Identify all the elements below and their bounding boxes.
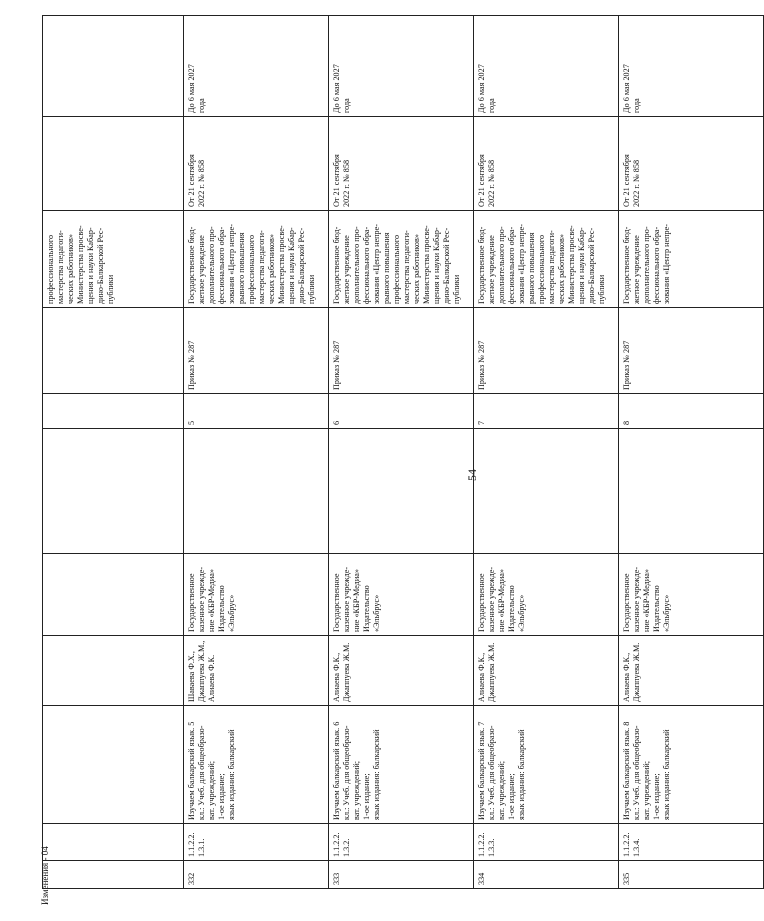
row-code: 1.1.2.2. 1.3.1.	[184, 824, 329, 861]
organization-cell: профессионального мастерства педагоги- ческих работников» Министерства просве- щения и науки Кабар- дино-Балкарской Рес- публики	[43, 211, 184, 308]
row-number: 332	[184, 861, 329, 889]
validity-deadline: До 6 мая 2027 года	[474, 16, 619, 117]
textbook-registry-table	[42, 15, 764, 889]
order-reference: Приказ № 287	[619, 308, 764, 394]
validity-deadline: До 6 мая 2027 года	[329, 16, 474, 117]
empty-cell	[474, 429, 619, 554]
row-code: 1.1.2.2. 1.3.4.	[619, 824, 764, 861]
sequence-number: 8	[619, 394, 764, 429]
table-row-continuation	[43, 16, 184, 889]
order-date: От 21 сентября 2022 г. № 858	[329, 117, 474, 211]
organization-cell: Государственное бюд- жетное учреждение дополнительного про- фессионального обра- зования «Центр непре- рывного повышения профессионального мастерства педагоги- ческих работников» Министерства просве- щения и науки Кабар- дино-Балкарской Рес- публики	[329, 211, 474, 308]
order-date: От 21 сентября 2022 г. № 858	[619, 117, 764, 211]
row-number: 334	[474, 861, 619, 889]
table-row	[329, 16, 474, 889]
textbook-title: Изучаем балкарский язык. 7 кл.: Учеб. для общеобразо- ват. учреждений; 1-ое издание; язык издания: балкарский	[474, 706, 619, 824]
publisher: Государственное казенное учрежде- ние «КБР-Медиа» Издательство «Эльбрус»	[329, 554, 474, 636]
footer-revision-note: Изменения - 04	[40, 846, 50, 905]
sequence-number: 7	[474, 394, 619, 429]
table-row	[474, 16, 619, 889]
table-row	[184, 16, 329, 889]
textbook-title: Изучаем балкарский язык. 6 кл.: Учеб. для общеобразо- ват. учреждений; 1-ое издание; язык издания: балкарский	[329, 706, 474, 824]
textbook-title: Изучаем балкарский язык. 5 кл.: Учеб. для общеобразо- ват. учреждений; 1-ое издание; язык издания: балкарский	[184, 706, 329, 824]
page-number: 54	[465, 469, 479, 481]
row-number: 333	[329, 861, 474, 889]
organization-cell: Государственное бюд- жетное учреждение дополнительного про- фессионального обра- зования «Центр непре-	[619, 211, 764, 308]
organization-cell: Государственное бюд- жетное учреждение дополнительного про- фессионального обра- зования «Центр непре- рывного повышения профессионального мастерства педагоги- ческих работников» Министерства просве- щения и науки Кабар- дино-Балкарской Рес- публики	[184, 211, 329, 308]
empty-cell	[329, 429, 474, 554]
organization-cell: Государственное бюд- жетное учреждение дополнительного про- фессионального обра- зования «Центр непре- рывного повышения профессионального мастерства педагоги- ческих работников» Министерства просве- щения и науки Кабар- дино-Балкарской Рес- публики	[474, 211, 619, 308]
textbook-title: Изучаем балкарский язык. 8 кл.: Учеб. для общеобразо- ват. учреждений; 1-ое издание; язык издания: балкарский	[619, 706, 764, 824]
order-date: От 21 сентября 2022 г. № 858	[474, 117, 619, 211]
sequence-number: 5	[184, 394, 329, 429]
row-number: 335	[619, 861, 764, 889]
validity-deadline: До 6 мая 2027 года	[619, 16, 764, 117]
order-reference: Приказ № 287	[184, 308, 329, 394]
authors: Алиаева Ф.К., Джаппуева Ж.М.	[329, 636, 474, 706]
publisher: Государственное казенное учрежде- ние «КБР-Медиа» Издательство «Эльбрус»	[619, 554, 764, 636]
order-reference: Приказ № 287	[329, 308, 474, 394]
publisher: Государственное казенное учрежде- ние «КБР-Медиа» Издательство «Эльбрус»	[184, 554, 329, 636]
sequence-number: 6	[329, 394, 474, 429]
order-date: От 21 сентября 2022 г. № 858	[184, 117, 329, 211]
authors: Алиаева Ф.К., Джаппуева Ж.М.	[619, 636, 764, 706]
table-row	[619, 16, 764, 889]
order-reference: Приказ № 287	[474, 308, 619, 394]
row-code: 1.1.2.2. 1.3.3.	[474, 824, 619, 861]
publisher: Государственное казенное учрежде- ние «КБР-Медиа» Издательство «Эльбрус»	[474, 554, 619, 636]
empty-cell	[619, 429, 764, 554]
authors: Шаваева Ф.Х., Джаппуева Ж.М., Алиаева Ф.К.	[184, 636, 329, 706]
validity-deadline: До 6 мая 2027 года	[184, 16, 329, 117]
empty-cell	[184, 429, 329, 554]
authors: Алиаева Ф.К., Джаппуева Ж.М.	[474, 636, 619, 706]
row-code: 1.1.2.2. 1.3.2.	[329, 824, 474, 861]
